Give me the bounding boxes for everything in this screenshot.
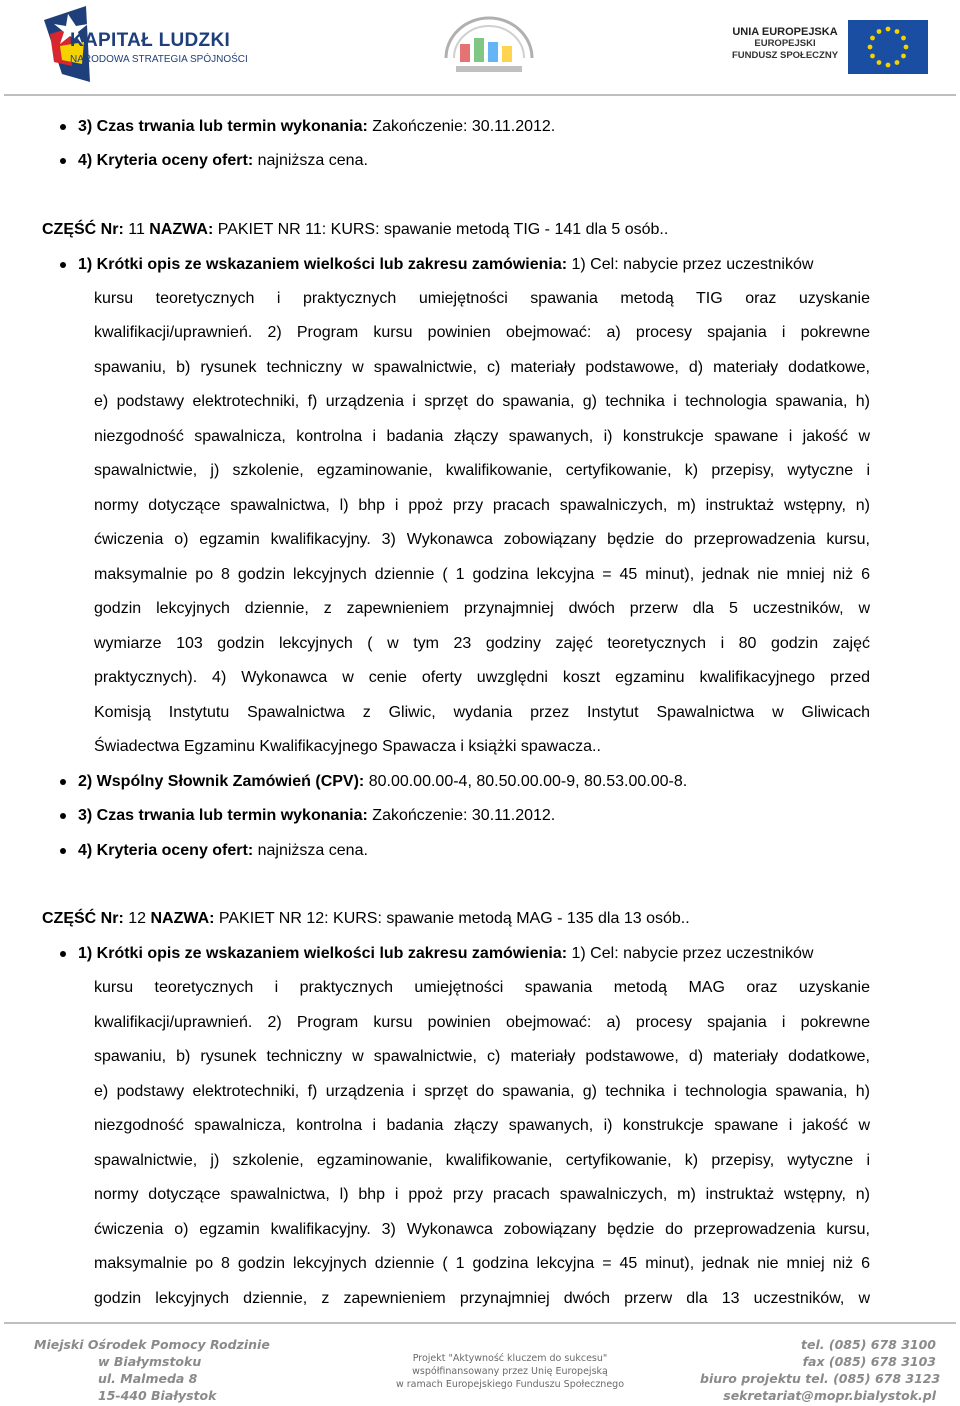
footer-org-postcode: 15-440 Białystok	[98, 1388, 217, 1403]
part-heading: CZĘŚĆ Nr: 11 NAZWA: PAKIET NR 11: KURS: spawanie metodą TIG - 141 dla 5 osób..	[42, 221, 669, 238]
list-item-duration: 3) Czas trwania lub termin wykonania: Zakończenie: 30.11.2012.	[78, 807, 556, 824]
footer-address	[34, 1336, 270, 1404]
paragraph-line: normy dotyczące spawalnictwa, l) bhp i ppoż przy pracach spawalniczych, m) instruktaż wstępny, n)	[94, 1186, 870, 1203]
paragraph-line: ćwiczenia o) egzamin kwalifikacyjny. 3) Wykonawca zobowiązany będzie do przeprowadzenia kursu,	[94, 531, 870, 548]
bullet-icon	[60, 124, 66, 130]
paragraph-line: spawalnictwie, j) szkolenie, egzaminowanie, kwalifikowanie, certyfikowanie, k) przepisy, wytyczne i	[94, 1152, 870, 1169]
footer-project-line: Projekt "Aktywność kluczem do sukcesu"	[412, 1353, 608, 1364]
footer-phone: tel. (085) 678 3100	[801, 1337, 936, 1352]
footer-org-city: w Białymstoku	[98, 1354, 202, 1369]
bullet-icon	[60, 158, 66, 164]
eu-logo-line2: EUROPEJSKI	[754, 38, 816, 49]
paragraph-line: kursu teoretycznych i praktycznych umiejętności spawania metodą MAG oraz uzyskanie	[94, 979, 870, 996]
part-heading: CZĘŚĆ Nr: 12 NAZWA: PAKIET NR 12: KURS: spawanie metodą MAG - 135 dla 13 osób..	[42, 910, 690, 927]
paragraph-line: e) podstawy elektrotechniki, f) urządzenia i sprzęt do spawania, g) technika i technologia spawania, h)	[94, 393, 870, 410]
list-item-criteria: 4) Kryteria oceny ofert: najniższa cena.	[78, 842, 368, 859]
bullet-icon	[60, 951, 66, 957]
list-item-duration: 3) Czas trwania lub termin wykonania: Zakończenie: 30.11.2012.	[78, 118, 556, 135]
paragraph-line: spawalnictwie, j) szkolenie, egzaminowanie, kwalifikowanie, certyfikowanie, k) przepisy, wytyczne i	[94, 462, 870, 479]
paragraph-line: e) podstawy elektrotechniki, f) urządzenia i sprzęt do spawania, g) technika i technologia spawania, h)	[94, 1083, 870, 1100]
paragraph-line: spawaniu, b) rysunek techniczny w spawalnictwie, c) materiały podstawowe, d) materiały dodatkowe,	[94, 359, 870, 376]
list-item-criteria: 4) Kryteria oceny ofert: najniższa cena.	[78, 152, 368, 169]
paragraph-line: Komisją Instytutu Spawalnictwa z Gliwic, wydania przez Instytut Spawalnictwa w Gliwicach	[94, 704, 870, 721]
page-footer	[0, 1326, 960, 1406]
bullet-icon	[60, 779, 66, 785]
paragraph-line: wymiarze 103 godzin lekcyjnych ( w tym 23 godziny zajęć teoretycznych i 80 godzin zajęć	[94, 635, 870, 652]
paragraph-line: maksymalnie po 8 godzin lekcyjnych dziennie ( 1 godzina lekcyjna = 45 minut), jednak nie mniej niż 6	[94, 1255, 870, 1272]
footer-contact	[700, 1336, 941, 1404]
eu-logo	[728, 20, 928, 76]
list-item-cpv: 2) Wspólny Słownik Zamówień (CPV): 80.00.00.00-4, 80.50.00.00-9, 80.53.00.00-8.	[78, 773, 688, 790]
paragraph-line: spawaniu, b) rysunek techniczny w spawalnictwie, c) materiały podstawowe, d) materiały dodatkowe,	[94, 1048, 870, 1065]
footer-project-info	[360, 1352, 660, 1391]
eu-logo-line1: UNIA EUROPEJSKA	[732, 26, 838, 38]
kapital-ludzki-text	[70, 30, 248, 65]
list-item-description: 1) Krótki opis ze wskazaniem wielkości lub zakresu zamówienia: 1) Cel: nabycie przez uczestników	[78, 256, 814, 273]
paragraph-line: kwalifikacji/uprawnień. 2) Program kursu powinien obejmować: a) procesy spajania i pokrewne	[94, 324, 870, 341]
footer-email: sekretariat@mopr.bialystok.pl	[723, 1388, 936, 1403]
paragraph-line: kwalifikacji/uprawnień. 2) Program kursu powinien obejmować: a) procesy spajania i pokrewne	[94, 1014, 870, 1031]
bullet-icon	[60, 262, 66, 268]
paragraph-line: godzin lekcyjnych dziennie, z zapewnieniem przynajmniej dwóch przerw dla 13 uczestników, w	[94, 1290, 870, 1307]
footer-org-name: Miejski Ośrodek Pomocy Rodzinie	[34, 1337, 270, 1352]
footer-project-line: współfinansowany przez Unię Europejską	[412, 1366, 608, 1377]
paragraph-line: Świadectwa Egzaminu Kwalifikacyjnego Spawacza i książki spawacza..	[94, 738, 601, 755]
kapital-ludzki-subtitle: NARODOWA STRATEGIA SPÓJNOŚCI	[70, 54, 248, 65]
eu-flag-icon	[848, 20, 928, 74]
list-item-description: 1) Krótki opis ze wskazaniem wielkości lub zakresu zamówienia: 1) Cel: nabycie przez uczestników	[78, 945, 814, 962]
paragraph-line: maksymalnie po 8 godzin lekcyjnych dziennie ( 1 godzina lekcyjna = 45 minut), jednak nie mniej niż 6	[94, 566, 870, 583]
page-header	[0, 0, 960, 96]
paragraph-line: niezgodność spawalnicza, kontrolna i badania złączy spawanych, i) konstrukcje spawane i jakość w	[94, 428, 870, 445]
paragraph-line: niezgodność spawalnicza, kontrolna i badania złączy spawanych, i) konstrukcje spawane i jakość w	[94, 1117, 870, 1134]
paragraph-line: ćwiczenia o) egzamin kwalifikacyjny. 3) Wykonawca zobowiązany będzie do przeprowadzenia kursu,	[94, 1221, 870, 1238]
mops-emblem-icon	[438, 14, 540, 76]
footer-fax: fax (085) 678 3103	[802, 1354, 936, 1369]
bullet-icon	[60, 848, 66, 854]
paragraph-line: normy dotyczące spawalnictwa, l) bhp i ppoż przy pracach spawalniczych, m) instruktaż wstępny, n)	[94, 497, 870, 514]
footer-org-street: ul. Malmeda 8	[98, 1371, 198, 1386]
kapital-ludzki-title: KAPITAŁ LUDZKI	[70, 30, 231, 51]
footer-divider	[4, 1322, 956, 1324]
eu-logo-line3: FUNDUSZ SPOŁECZNY	[731, 50, 839, 61]
footer-project-phone: biuro projektu tel. (085) 678 3123	[700, 1371, 941, 1386]
paragraph-line: praktycznych). 4) Wykonawca w cenie oferty uwzględni koszt egzaminu kwalifikacyjnego przed	[94, 669, 870, 686]
header-divider	[4, 94, 956, 96]
paragraph-line: godzin lekcyjnych dziennie, z zapewnieniem przynajmniej dwóch przerw dla 5 uczestników, w	[94, 600, 870, 617]
bullet-icon	[60, 813, 66, 819]
paragraph-line: kursu teoretycznych i praktycznych umiejętności spawania metodą TIG oraz uzyskanie	[94, 290, 870, 307]
footer-project-line: w ramach Europejskiego Funduszu Społecznego	[395, 1379, 625, 1390]
